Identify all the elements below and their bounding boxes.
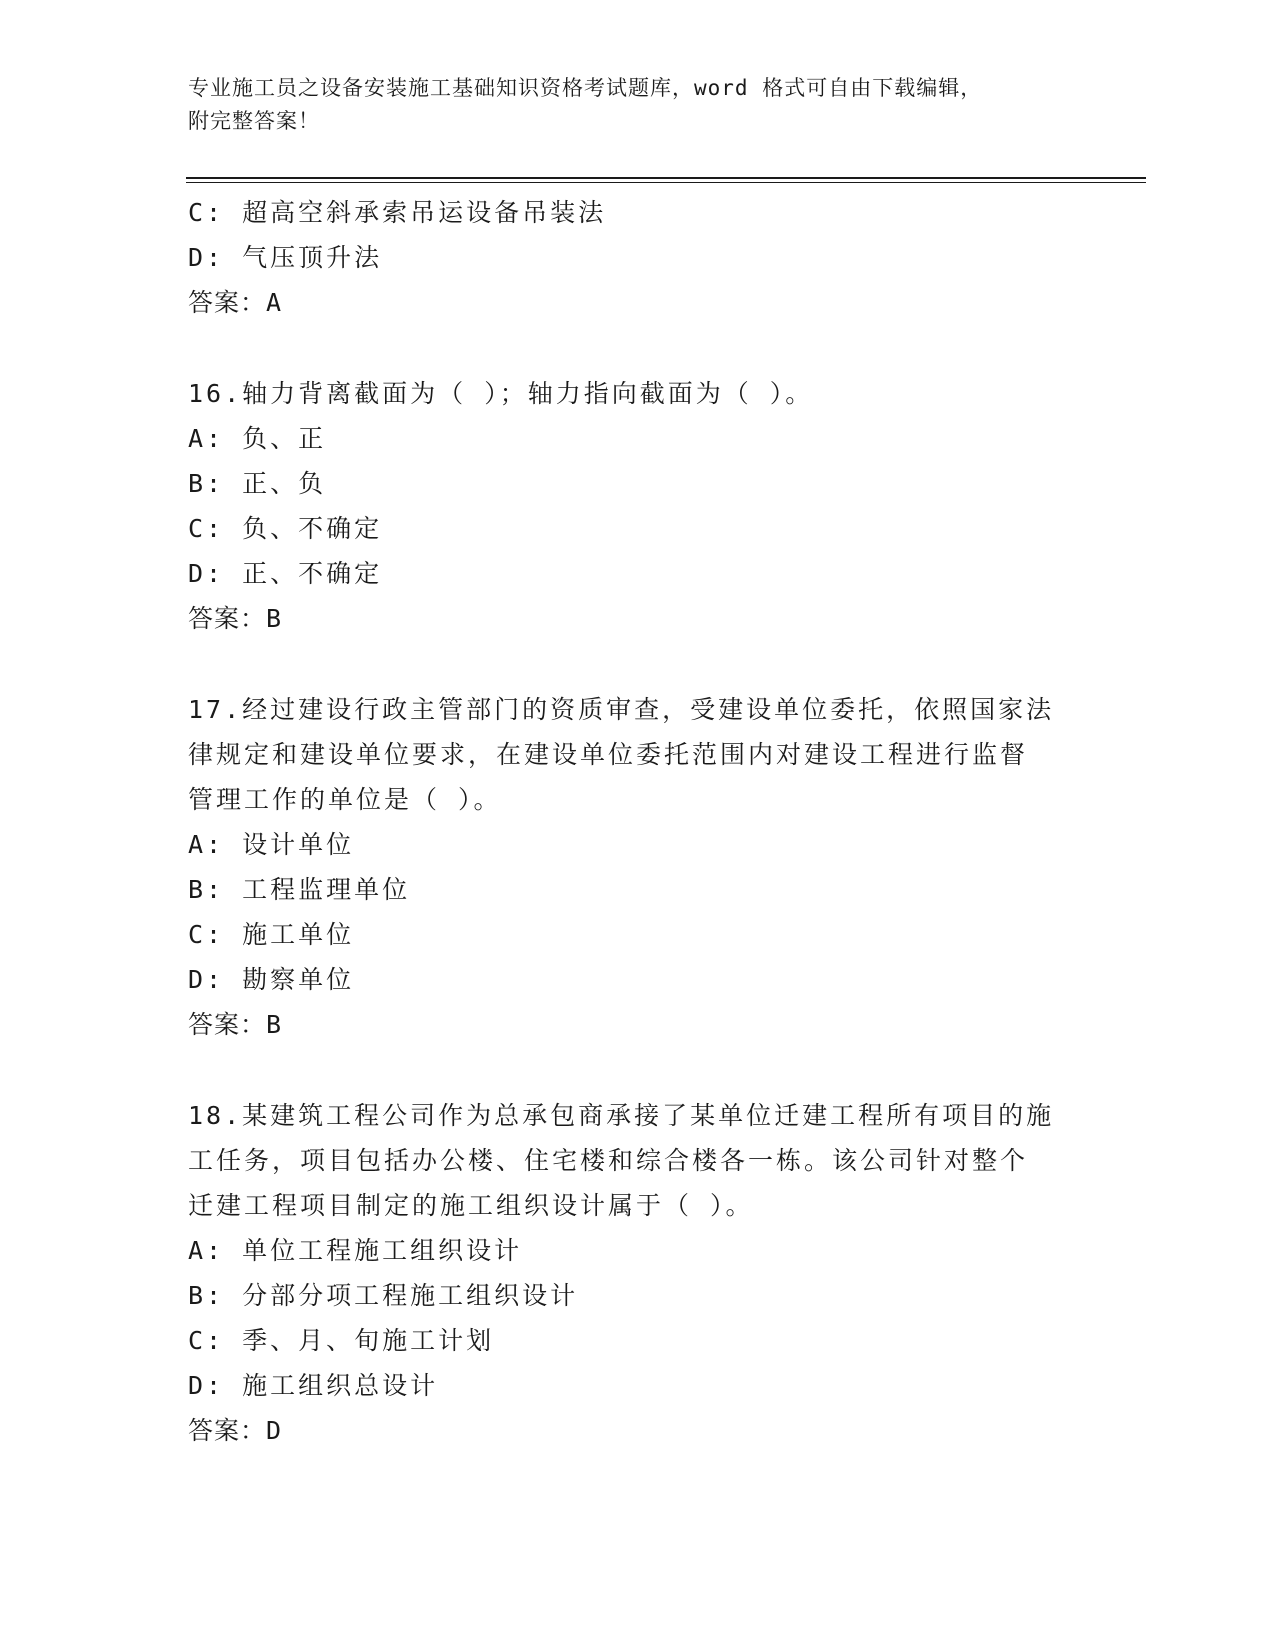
header-divider-thin [186,182,1146,183]
question-stem-line-1: 17.经过建设行政主管部门的资质审查，受建设单位委托，依照国家法 [188,695,1055,724]
answer: 答案：A [188,288,283,317]
question-15 [188,190,1088,325]
option-a: A: 负、正 [188,424,327,453]
option-d: D: 正、不确定 [188,559,383,588]
answer: 答案：D [188,1416,283,1445]
header-divider [186,177,1146,179]
option-c: C: 负、不确定 [188,514,383,543]
question-stem-line-2: 工任务，项目包括办公楼、住宅楼和综合楼各一栋。该公司针对整个 [188,1146,1029,1175]
answer: 答案：B [188,604,283,633]
option-b: B: 工程监理单位 [188,875,411,904]
header-line-2: 附完整答案！ [188,109,320,133]
question-stem: 16.轴力背离截面为（ ）；轴力指向截面为（ ）。 [188,379,814,408]
option-d: D: 勘察单位 [188,965,355,994]
option-d: D: 气压顶升法 [188,243,383,272]
option-a: A: 单位工程施工组织设计 [188,1236,523,1265]
option-c: C: 季、月、旬施工计划 [188,1326,495,1355]
option-d: D: 施工组织总设计 [188,1371,439,1400]
option-c: C: 超高空斜承索吊运设备吊装法 [188,198,607,227]
option-b: B: 正、负 [188,469,327,498]
spacer [188,325,1088,371]
spacer [188,641,1088,687]
question-list [188,190,1088,1453]
question-stem-line-3: 管理工作的单位是（ ）。 [188,785,502,814]
question-17 [188,687,1088,1047]
spacer [188,1047,1088,1093]
document-header [188,72,1088,138]
question-stem-line-3: 迁建工程项目制定的施工组织设计属于（ ）。 [188,1191,754,1220]
header-line-1: 专业施工员之设备安装施工基础知识资格考试题库，word 格式可自由下载编辑， [188,76,983,100]
question-18 [188,1093,1088,1453]
option-a: A: 设计单位 [188,830,355,859]
question-stem-line-1: 18.某建筑工程公司作为总承包商承接了某单位迁建工程所有项目的施 [188,1101,1055,1130]
question-16 [188,371,1088,641]
option-c: C: 施工单位 [188,920,355,949]
answer: 答案：B [188,1010,283,1039]
option-b: B: 分部分项工程施工组织设计 [188,1281,579,1310]
question-stem-line-2: 律规定和建设单位要求，在建设单位委托范围内对建设工程进行监督 [188,740,1029,769]
